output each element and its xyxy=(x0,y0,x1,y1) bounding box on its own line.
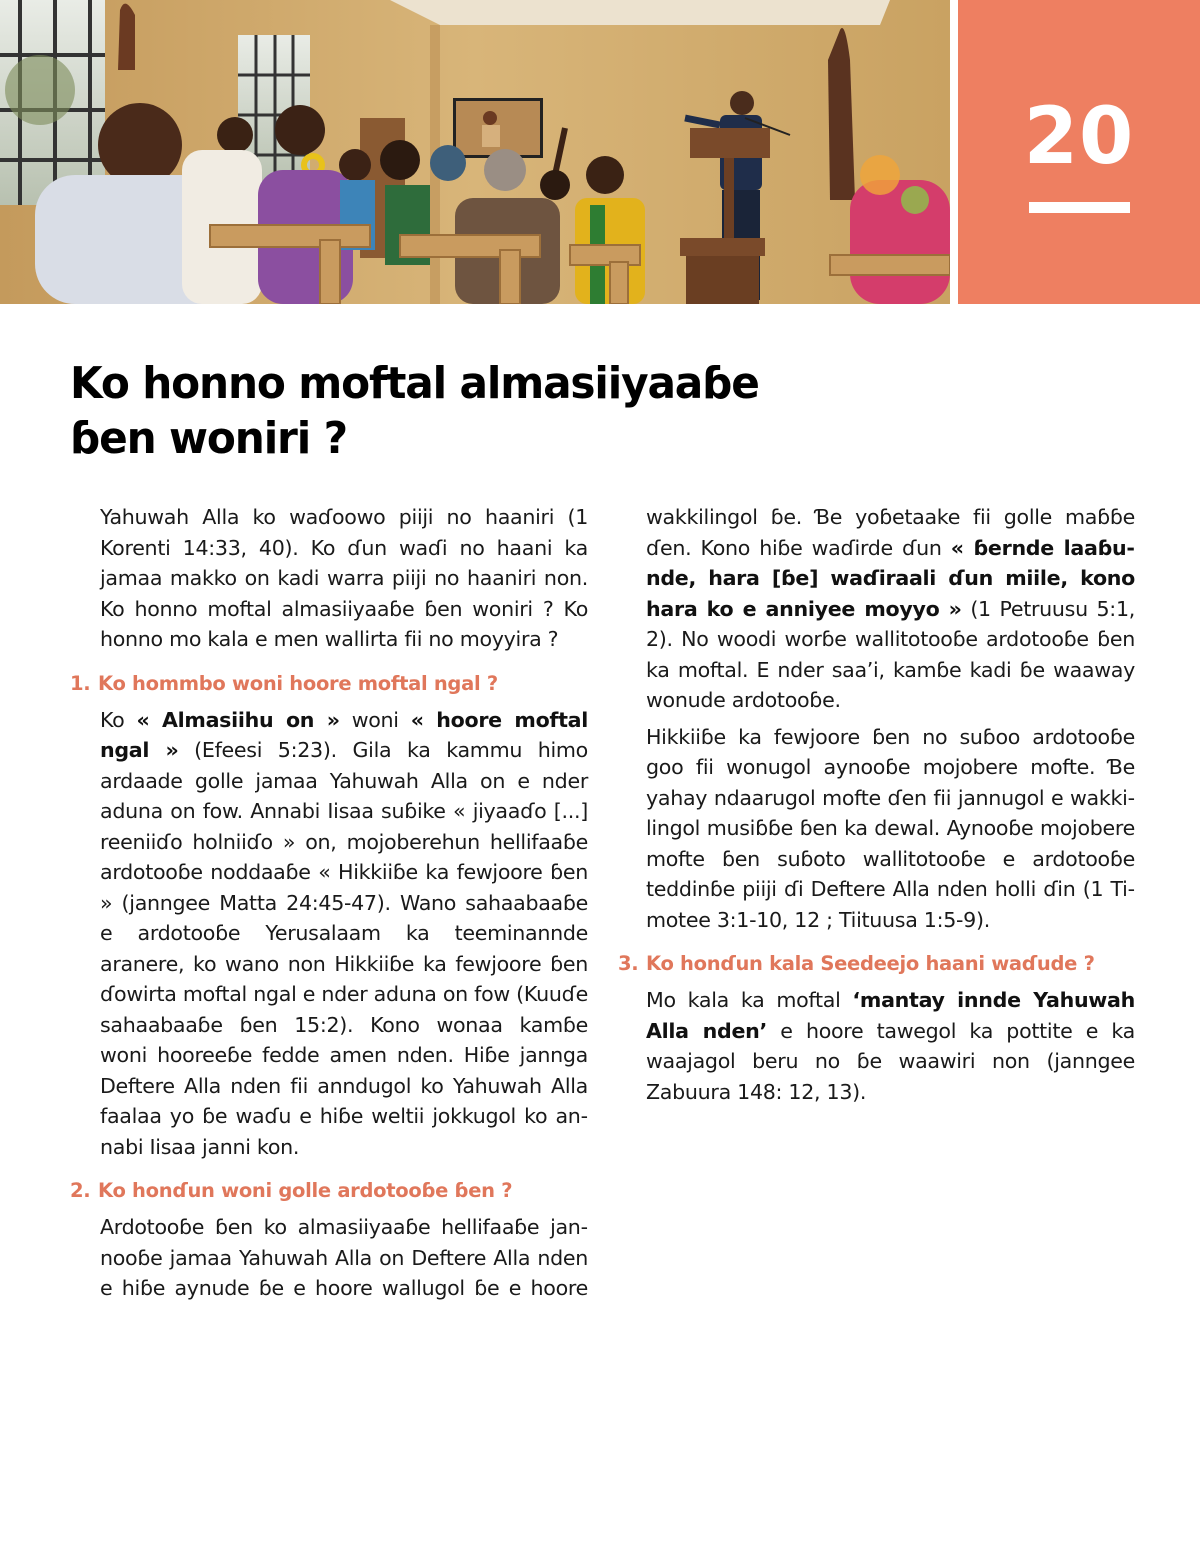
text-run: Mo kala ka moftal xyxy=(646,988,853,1012)
section-2-question xyxy=(70,1178,588,1204)
lesson-number-underline xyxy=(1029,202,1130,213)
page-title: Ko honno moftal almasiiyaaɓe ɓen woniri ? xyxy=(70,358,759,464)
lesson-number-box xyxy=(958,0,1200,304)
text-run: Ko xyxy=(100,707,137,732)
emphasis-quote: « hoore moftal ngal » xyxy=(100,707,588,762)
text-run: (Efeesi 5:23). Gila ka kammu himo ardaade golle jamaa Yahuwah Alla on e nder aduna on fow. Annabi Iisaa suɓike « jiyaaɗo [...] reeniiɗo holniiɗo » on, mojoberehun hellifaaɓe ardotooɓe noddaaɓe « Hikkiiɓe ka fewjoore ɓen » (janngee Matta 24:45-47). Wano sahaabaaɓe e ardotooɓe Yerusalaam ka teeminannde aranere, ko wano non Hikkiiɓe ka fewjoore ɓen ɗowirta moftal ngal e nder aduna on fow (Kuuɗe sahaabaaɓe ɓen 15:2). Kono wonaa kamɓe woni hooreeɓe fedde amen nden. Hiɓe jannga Deftere Alla nden fii anndugol ko Yahuwah Alla faalaa yo ɓe waɗu e hiɓe weltii jokkugol ko annabi Iisaa janni kon. xyxy=(100,738,588,1159)
section-1-paragraph xyxy=(70,705,588,1163)
left-column xyxy=(70,502,588,1304)
text-run: wakkilingol ɓe. Ɓe yoɓetaake fii golle maɓɓe ɗen. Kono hiɓe waɗirde ɗun xyxy=(646,505,1135,560)
emphasis-quote: « ɓernde laaɓunde, hara [ɓe] waɗiraali ɗun miile, kono hara ko e anniyee moyyo » xyxy=(646,535,1135,621)
section-number: 1. xyxy=(70,671,91,695)
intro-paragraph: Yahuwah Alla ko waɗoowo piiji no haaniri (1 Korenti 14:33, 40). Ko ɗun waɗi no haani ka jamaa makko on kadi warra piiji no haaniri non. Ko honno moftal almasiiyaaɓe ɓen woniri ? Ko honno mo kala e men wallirta fii no moyyira ? xyxy=(100,505,588,651)
question-text: Ko hommbo woni hoore moftal ngal ? xyxy=(98,671,498,695)
window-left xyxy=(0,0,105,205)
section-1-question xyxy=(70,671,588,697)
section-2-paragraph-1 xyxy=(70,1212,588,1304)
text-run: Ardotooɓe ɓen ko almasiiyaaɓe hellifaaɓe jannooɓe jamaa Yahuwah Alla on Deftere Alla nden e hiɓe aynude ɓe e hoore wallugol ɓe e hoore xyxy=(100,1215,588,1300)
text-run: e hoore tawegol ka pottite e ka waajagol beru no ɓe waawiri non (janngee Zabuura 148: 12, 13). xyxy=(646,1018,1135,1104)
section-2-paragraph-1-continued xyxy=(618,502,1135,716)
hero-image xyxy=(0,0,950,304)
section-2-paragraph-2: Hikkiiɓe ka fewjoore ɓen no suɓoo ardotooɓe goo fii wonugol aynooɓe mojobere mofte. Ɓe yahay ndaarugol mofte ɗen fii jannugol e wakkilingol musiɓɓe ɓen ka dewal. Aynooɓe mojobere mofte ɓen suɓoto wallitotooɓe e ardotooɓe teddinɓe piiji ɗi Deftere Alla nden holli ɗin (1 Timotee 3:1-10, 12 ; Tiituusa 1:5-9). xyxy=(646,724,1135,932)
lesson-number: 20 xyxy=(1023,92,1135,182)
emphasis-quote: ‘mantay innde Yahuwah Alla nden’ xyxy=(646,988,1135,1043)
right-column xyxy=(618,502,1135,1107)
section-number: 3. xyxy=(618,952,639,975)
congregation-meeting-illustration xyxy=(0,0,950,304)
section-3-paragraph xyxy=(618,985,1135,1107)
text-run: woni xyxy=(339,707,411,732)
emphasis-quote: « Almasiihu on » xyxy=(136,707,340,732)
question-text: Ko honɗun kala Seedeejo haani waɗude ? xyxy=(646,952,1095,975)
ceiling xyxy=(390,0,890,25)
section-number: 2. xyxy=(70,1179,91,1202)
text-run: (1 Petruusu 5:1, 2). No woodi worɓe wallitotooɓe ardotooɓe ɓen ka moftal. E nder saa’i, kamɓe kadi ɓe waaway wonude ardotooɓe. xyxy=(646,596,1135,712)
question-text: Ko honɗun woni golle ardotooɓe ɓen ? xyxy=(98,1179,513,1202)
section-3-question xyxy=(618,951,1135,977)
tv-screen xyxy=(453,98,543,158)
